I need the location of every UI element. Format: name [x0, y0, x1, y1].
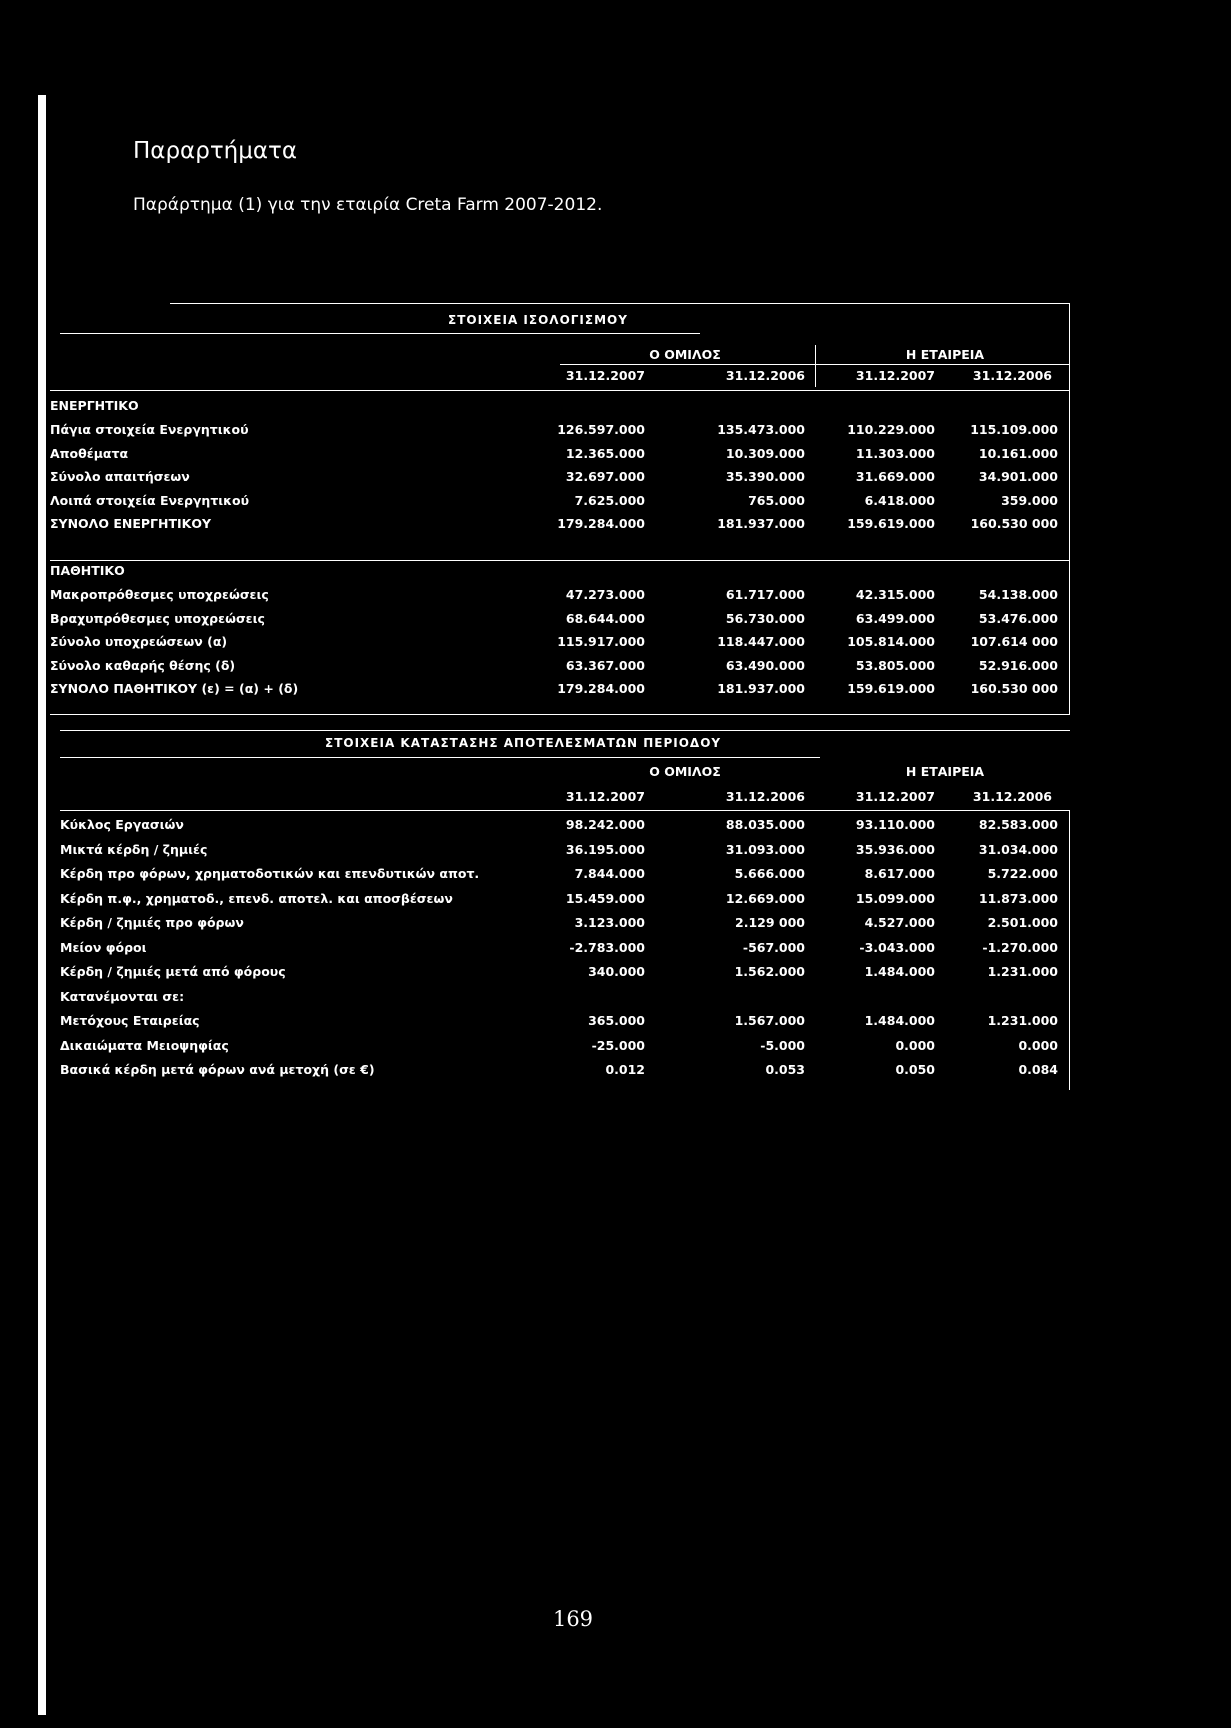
row-value: 365.000: [588, 1013, 645, 1028]
rule: [60, 810, 1070, 811]
row-value: 47.273.000: [565, 587, 645, 602]
row-value: 765.000: [748, 492, 805, 508]
group-label-company: Η ΕΤΑΙΡΕΙΑ: [905, 764, 985, 779]
row-value: 160.530 000: [970, 516, 1058, 531]
row-value: 36.195.000: [565, 841, 645, 857]
appendix-subheading: Παράρτημα (1) για την εταιρία Creta Farm 2007-2012.: [133, 195, 603, 215]
rule: [1069, 810, 1070, 1090]
table-row: [0, 962, 1231, 982]
table-row: [0, 913, 1231, 933]
row-value: 52.916.000: [978, 657, 1058, 673]
table-row: [0, 938, 1231, 958]
table-row: [0, 840, 1231, 860]
row-label: Σύνολο υποχρεώσεων (α): [50, 634, 228, 649]
row-value: 159.619.000: [847, 681, 935, 696]
row-value: 63.367.000: [565, 657, 645, 673]
row-value: 159.619.000: [847, 516, 935, 531]
table-row: [0, 1060, 1231, 1080]
row-value: 35.936.000: [855, 841, 935, 857]
row-label: Μετόχους Εταιρείας: [60, 1013, 200, 1028]
row-value: 179.284.000: [557, 516, 645, 531]
rule: [60, 757, 820, 758]
row-value: 1.231.000: [987, 1013, 1058, 1028]
row-value: -25.000: [591, 1037, 645, 1053]
table-row: [0, 1036, 1231, 1056]
date-header: 31.12.2007: [565, 789, 645, 804]
row-value: 7.844.000: [574, 866, 645, 881]
row-value: 8.617.000: [864, 866, 935, 881]
row-value: 0.050: [895, 1062, 935, 1077]
row-value: 11.873.000: [978, 890, 1058, 906]
row-label: Σύνολο απαιτήσεων: [50, 469, 190, 484]
assets-header: ΕΝΕΡΓΗΤΙΚΟ: [50, 398, 139, 413]
row-value: 0.000: [1018, 1037, 1058, 1053]
row-value: -1.270.000: [982, 939, 1058, 955]
row-value: 68.644.000: [565, 610, 645, 626]
row-value: 0.084: [1018, 1062, 1058, 1077]
date-header: 31.12.2007: [565, 368, 645, 383]
date-header: 31.12.2006: [972, 789, 1052, 804]
row-value: 31.093.000: [725, 841, 805, 857]
row-label: Κέρδη προ φόρων, χρηματοδοτικών και επενδυτικών αποτ.: [60, 866, 480, 881]
row-label: Βασικά κέρδη μετά φόρων ανά μετοχή (σε €): [60, 1062, 375, 1077]
row-value: 107.614 000: [970, 634, 1058, 649]
date-header: 31.12.2006: [725, 789, 805, 804]
row-value: 63.499.000: [855, 610, 935, 626]
rule: [60, 730, 1070, 731]
row-value: 0.053: [765, 1062, 805, 1077]
row-value: -567.000: [742, 939, 805, 955]
row-value: 115.917.000: [557, 634, 645, 649]
row-value: -5.000: [760, 1037, 805, 1053]
row-value: 1.567.000: [734, 1013, 805, 1028]
row-value: 4.527.000: [864, 915, 935, 930]
row-value: -2.783.000: [569, 939, 645, 955]
page-number: 169: [552, 1607, 594, 1631]
row-label: Κέρδη / ζημιές μετά από φόρους: [60, 964, 286, 979]
row-label: Πάγια στοιχεία Ενεργητικού: [50, 422, 249, 437]
row-value: 2.129 000: [735, 915, 805, 930]
row-value: 15.459.000: [565, 890, 645, 906]
table-row: [0, 889, 1231, 909]
row-value: 53.805.000: [855, 657, 935, 673]
row-value: 98.242.000: [565, 817, 645, 832]
row-value: 7.625.000: [574, 492, 645, 508]
row-label: Μικτά κέρδη / ζημιές: [60, 841, 208, 857]
group-label-company: Η ΕΤΑΙΡΕΙΑ: [905, 347, 985, 362]
row-value: 1.231.000: [987, 964, 1058, 979]
row-value: 5.722.000: [987, 866, 1058, 881]
row-label: Σύνολο καθαρής θέσης (δ): [50, 657, 236, 673]
row-value: 0.000: [895, 1037, 935, 1053]
row-value: 32.697.000: [565, 469, 645, 484]
row-value: 10.161.000: [978, 445, 1058, 461]
row-value: 1.562.000: [734, 964, 805, 979]
row-value: 34.901.000: [978, 469, 1058, 484]
row-label: Μείον φόροι: [60, 939, 147, 955]
row-value: 88.035.000: [725, 817, 805, 832]
income-statement-title: ΣΤΟΙΧΕΙΑ ΚΑΤΑΣΤΑΣΗΣ ΑΠΟΤΕΛΕΣΜΑΤΩΝ ΠΕΡΙΟΔΟΥ: [325, 736, 722, 750]
row-label: Λοιπά στοιχεία Ενεργητικού: [50, 492, 250, 508]
row-value: 6.418.000: [864, 492, 935, 508]
row-value: 12.365.000: [565, 445, 645, 461]
table-row: [0, 864, 1231, 884]
row-value: 110.229.000: [847, 422, 935, 437]
liabilities-header: ΠΑΘΗΤΙΚΟ: [50, 563, 125, 578]
row-value: -3.043.000: [859, 939, 935, 955]
row-value: 12.669.000: [725, 890, 805, 906]
row-value: 5.666.000: [734, 866, 805, 881]
row-value: 340.000: [588, 964, 645, 979]
row-value: 181.937.000: [717, 516, 805, 531]
row-value: 179.284.000: [557, 681, 645, 696]
row-value: 35.390.000: [725, 469, 805, 484]
row-value: 1.484.000: [864, 1013, 935, 1028]
row-value: 1.484.000: [864, 964, 935, 979]
row-value: 359.000: [1001, 492, 1058, 508]
row-label: Κέρδη π.φ., χρηματοδ., επενδ. αποτελ. και αποσβέσεων: [60, 890, 453, 906]
row-value: 82.583.000: [978, 817, 1058, 832]
row-value: 0.012: [605, 1062, 645, 1077]
date-header: 31.12.2007: [855, 789, 935, 804]
date-header: 31.12.2006: [972, 368, 1052, 383]
row-value: 160.530 000: [970, 681, 1058, 696]
row-value: 10.309.000: [725, 445, 805, 461]
row-label: Αποθέματα: [50, 445, 129, 461]
row-label: Κύκλος Εργασιών: [60, 817, 184, 832]
date-header: 31.12.2006: [725, 368, 805, 383]
row-value: 63.490.000: [725, 657, 805, 673]
row-value: 105.814.000: [847, 634, 935, 649]
balance-sheet-title: ΣΤΟΙΧΕΙΑ ΙΣΟΛΟΓΙΣΜΟΥ: [448, 313, 628, 327]
row-value: 53.476.000: [978, 610, 1058, 626]
row-value: 2.501.000: [987, 915, 1058, 930]
row-value: 93.110.000: [855, 817, 935, 832]
row-value: 15.099.000: [855, 890, 935, 906]
table-row: [0, 987, 1231, 1007]
row-value: 54.138.000: [978, 587, 1058, 602]
group-label-group: Ο ΟΜΙΛΟΣ: [649, 347, 721, 362]
row-label: ΣΥΝΟΛΟ ΠΑΘΗΤΙΚΟΥ (ε) = (α) + (δ): [50, 681, 299, 696]
row-value: 115.109.000: [970, 422, 1058, 437]
row-value: 126.597.000: [557, 422, 645, 437]
row-label: Μακροπρόθεσμες υποχρεώσεις: [50, 587, 269, 602]
row-label: Κέρδη / ζημιές προ φόρων: [60, 915, 244, 930]
row-label: Δικαιώματα Μειοψηφίας: [60, 1037, 229, 1053]
row-label: Βραχυπρόθεσμες υποχρεώσεις: [50, 610, 265, 626]
row-value: 42.315.000: [855, 587, 935, 602]
row-value: 31.669.000: [855, 469, 935, 484]
row-value: 135.473.000: [717, 422, 805, 437]
page-heading: Παραρτήματα: [133, 138, 298, 164]
row-value: 31.034.000: [978, 841, 1058, 857]
group-label-group: Ο ΟΜΙΛΟΣ: [649, 764, 721, 779]
row-value: 118.447.000: [717, 634, 805, 649]
row-value: 11.303.000: [855, 445, 935, 461]
row-label: ΣΥΝΟΛΟ ΕΝΕΡΓΗΤΙΚΟΥ: [50, 516, 211, 531]
table-row: [0, 815, 1231, 835]
row-value: 56.730.000: [725, 610, 805, 626]
row-value: 3.123.000: [574, 915, 645, 930]
row-value: 181.937.000: [717, 681, 805, 696]
row-label: Κατανέμονται σε:: [60, 988, 185, 1004]
table-row: [0, 1011, 1231, 1031]
row-value: 61.717.000: [725, 587, 805, 602]
date-header: 31.12.2007: [855, 368, 935, 383]
